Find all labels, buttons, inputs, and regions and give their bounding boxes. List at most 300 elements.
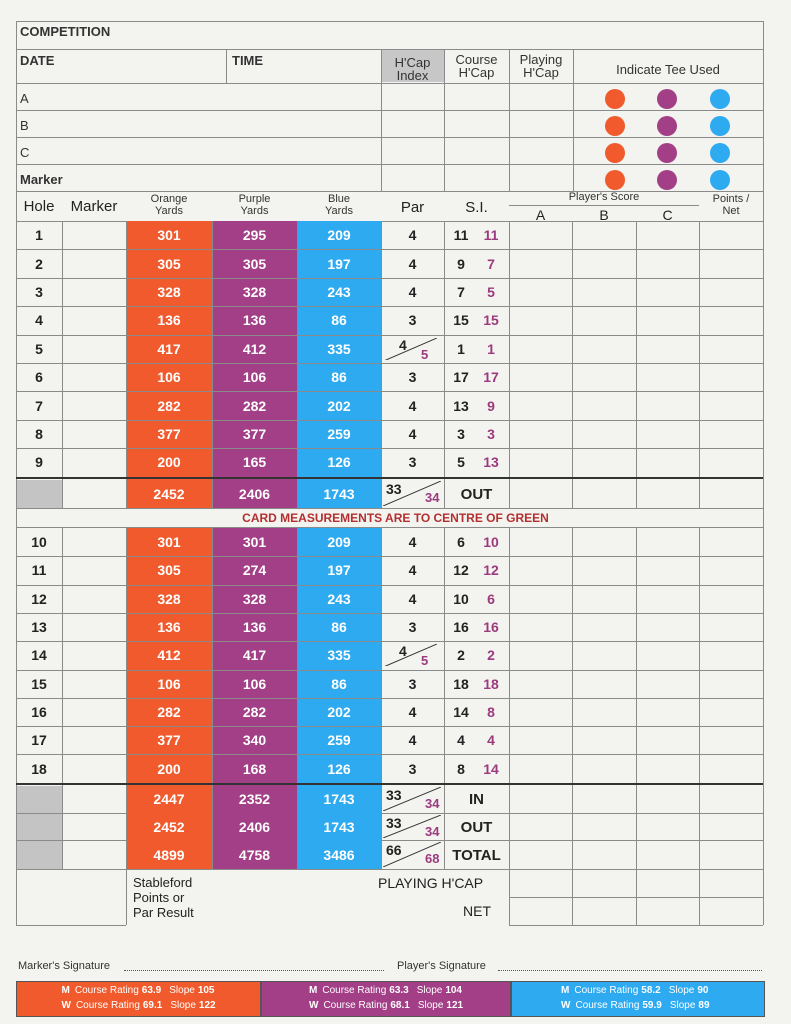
player-score-cell[interactable] <box>573 364 635 390</box>
net-footer-label: NET <box>463 903 491 919</box>
stroke-index-value: 14 <box>453 703 469 720</box>
points-net-cell[interactable] <box>700 222 762 248</box>
slope-value: 122 <box>198 1000 216 1011</box>
player-score-cell[interactable] <box>510 421 571 447</box>
purple-total-value: 2406 <box>238 485 271 502</box>
grid-line <box>16 448 763 449</box>
player-score-cell[interactable] <box>510 614 571 640</box>
points-net-cell[interactable] <box>700 727 762 753</box>
stroke-index-women-value: 18 <box>483 675 499 692</box>
grid-line <box>126 869 127 925</box>
points-net-cell[interactable] <box>700 250 762 276</box>
stroke-index-women-value: 3 <box>487 426 495 442</box>
course-hcap-label: Course <box>455 52 498 67</box>
grid-line <box>297 479 298 508</box>
par-total-value: 33 <box>386 787 402 803</box>
stroke-index-value: 2 <box>457 647 465 664</box>
marker-score-cell[interactable] <box>63 336 125 362</box>
stableford-label: Points or <box>133 890 185 905</box>
grid-line <box>509 840 510 869</box>
marker-score-cell[interactable] <box>63 364 125 390</box>
orange-yards-value: 305 <box>157 255 181 272</box>
purple-yards-value: 282 <box>242 703 267 720</box>
playing-hcap-label: H'Cap <box>523 65 559 80</box>
hcap-index-label: Index <box>396 68 429 83</box>
orange-tee-dot[interactable] <box>605 143 625 163</box>
grid-line <box>509 528 510 783</box>
player-score-cell[interactable] <box>510 250 571 276</box>
orange-yards-value: 328 <box>157 284 181 300</box>
purple-yards-value: 168 <box>242 760 267 777</box>
blue-yards-value: 197 <box>327 562 351 579</box>
par-value: 3 <box>408 619 417 636</box>
grid-line <box>381 840 382 869</box>
player-signature-label: Player's Signature <box>397 960 486 972</box>
purple-yards-value: 136 <box>242 619 267 636</box>
grid-line <box>16 670 763 671</box>
par-value: 4 <box>408 732 417 749</box>
stroke-index-women-value: 7 <box>487 255 495 272</box>
course-rating-value: 59.9 <box>642 1000 662 1011</box>
stroke-index-value: 9 <box>457 255 465 272</box>
player-score-cell[interactable] <box>510 586 571 612</box>
points-net-cell[interactable] <box>700 557 762 583</box>
gender-label: M <box>309 985 318 996</box>
grid-line <box>126 479 127 508</box>
hole-number: 10 <box>31 534 47 551</box>
points-net-cell[interactable] <box>700 336 762 362</box>
points-net-cell[interactable] <box>700 614 762 640</box>
points-net-cell[interactable] <box>700 586 762 612</box>
blue-yards-value: 259 <box>327 426 351 442</box>
blue-yards-value: 259 <box>327 732 351 749</box>
marker-score-cell[interactable] <box>63 642 125 668</box>
score-a-header: A <box>535 207 546 223</box>
orange-total-value: 2452 <box>153 818 185 835</box>
par-split-divider <box>385 338 437 360</box>
stroke-index-women-value: 15 <box>483 312 499 329</box>
player-row-label-4: Marker <box>20 172 63 187</box>
blue-yards-value: 126 <box>327 760 351 777</box>
gender-label: W <box>309 1000 319 1011</box>
hcap-index-label: H'Cap <box>394 55 431 70</box>
player-score-cell[interactable] <box>573 642 635 668</box>
grid-line <box>16 556 763 557</box>
grid-line <box>444 221 445 477</box>
grid-line <box>572 813 573 840</box>
par-value: 4 <box>408 562 417 579</box>
marker-score-cell[interactable] <box>63 557 125 583</box>
grid-line <box>16 363 763 364</box>
total-label: TOTAL <box>452 846 501 864</box>
stroke-index-women-value: 5 <box>487 284 495 300</box>
course-rating-label: Course Rating <box>575 1000 640 1011</box>
par-total-women-value: 34 <box>425 824 440 839</box>
purple-yards-value: 106 <box>242 369 267 386</box>
gender-label: W <box>561 1000 571 1011</box>
points-net-cell[interactable] <box>700 449 762 475</box>
blue-yards-header: Yards <box>325 205 353 217</box>
purple-yards-value: 417 <box>242 647 267 664</box>
purple-yards-value: 295 <box>242 227 267 244</box>
grid-line <box>509 925 763 926</box>
orange-tee-dot[interactable] <box>605 116 625 136</box>
points-net-cell[interactable] <box>700 642 762 668</box>
stroke-index-value: 5 <box>457 454 465 471</box>
purple-yards-value: 328 <box>242 590 267 607</box>
hole-number: 3 <box>35 284 43 300</box>
hole-number: 5 <box>35 340 43 357</box>
player-score-cell[interactable] <box>637 222 698 248</box>
marker-score-cell[interactable] <box>63 614 125 640</box>
purple-total-value: 2406 <box>238 818 271 835</box>
par-value: 4 <box>408 255 417 272</box>
grid-line <box>126 840 127 869</box>
grid-line <box>381 785 382 813</box>
purple-yards-value: 412 <box>242 340 267 357</box>
grid-line <box>16 420 763 421</box>
grid-line <box>126 813 127 840</box>
points-net-cell[interactable] <box>700 279 762 305</box>
points-net-cell[interactable] <box>700 671 762 697</box>
course-rating-value: 58.2 <box>641 985 661 996</box>
purple-tee-dot[interactable] <box>657 170 677 190</box>
slope-label: Slope <box>669 1000 696 1011</box>
hole-number: 2 <box>35 255 43 272</box>
hole-column-header: Hole <box>23 198 55 215</box>
grid-line <box>381 221 382 477</box>
orange-yards-value: 106 <box>157 675 181 692</box>
player-score-cell[interactable] <box>510 307 571 333</box>
blue-yards-value: 86 <box>331 312 347 329</box>
grid-line <box>636 840 637 869</box>
points-net-header: Net <box>722 205 740 217</box>
player-score-cell[interactable] <box>573 586 635 612</box>
grid-line <box>297 840 298 869</box>
grid-line <box>212 785 213 813</box>
player-score-cell[interactable] <box>573 529 635 555</box>
par-value: 3 <box>408 312 417 329</box>
player-score-cell[interactable] <box>573 614 635 640</box>
player-score-cell[interactable] <box>637 586 698 612</box>
purple-yards-value: 274 <box>242 562 267 579</box>
total-row-shade <box>17 480 62 508</box>
grid-line <box>297 221 298 477</box>
orange-tee-dot[interactable] <box>605 89 625 109</box>
total-row-shade <box>17 841 62 869</box>
points-net-cell[interactable] <box>700 529 762 555</box>
hole-number: 14 <box>31 647 47 664</box>
player-score-cell[interactable] <box>510 279 571 305</box>
par-value-women: 5 <box>421 653 429 669</box>
stroke-index-women-value: 13 <box>483 454 499 471</box>
course-rating-value: 69.1 <box>142 1000 163 1011</box>
points-net-cell[interactable] <box>700 307 762 333</box>
player-score-cell[interactable] <box>573 449 635 475</box>
grid-line <box>212 221 213 477</box>
player-score-cell[interactable] <box>510 449 571 475</box>
player-score-cell[interactable] <box>510 364 571 390</box>
player-signature-line[interactable] <box>498 970 762 971</box>
marker-score-cell[interactable] <box>63 222 125 248</box>
grid-line <box>699 785 700 813</box>
player-score-cell[interactable] <box>510 392 571 418</box>
player-score-cell[interactable] <box>573 755 635 781</box>
player-score-cell[interactable] <box>510 671 571 697</box>
player-score-cell[interactable] <box>510 557 571 583</box>
stroke-index-women-value: 10 <box>483 534 499 551</box>
purple-yards-value: 301 <box>242 534 267 551</box>
players-score-header: Player's Score <box>568 191 640 203</box>
grid-line <box>62 479 63 508</box>
grid-line <box>16 278 763 279</box>
player-score-cell[interactable] <box>573 250 635 276</box>
orange-yards-value: 377 <box>157 426 181 442</box>
stroke-index-women-value: 11 <box>483 227 499 244</box>
points-net-cell[interactable] <box>700 699 762 725</box>
hole-number: 17 <box>31 732 47 749</box>
player-score-cell[interactable] <box>637 364 698 390</box>
orange-course-rating-box <box>16 981 261 1017</box>
player-score-cell[interactable] <box>637 421 698 447</box>
par-total-women-value: 68 <box>425 851 440 866</box>
grid-line <box>572 528 573 783</box>
marker-score-cell[interactable] <box>63 755 125 781</box>
gender-label: M <box>561 985 570 996</box>
player-score-cell[interactable] <box>637 727 698 753</box>
blue-total-value: 1743 <box>323 818 355 835</box>
hole-number: 12 <box>31 590 47 607</box>
player-score-cell[interactable] <box>637 699 698 725</box>
date-label: DATE <box>20 53 55 68</box>
player-score-cell[interactable] <box>510 699 571 725</box>
purple-tee-dot[interactable] <box>657 116 677 136</box>
grid-line <box>572 785 573 813</box>
purple-yards-value: 136 <box>242 312 267 329</box>
player-score-cell[interactable] <box>637 392 698 418</box>
hole-number: 15 <box>31 675 47 692</box>
grid-line <box>16 585 763 586</box>
par-value-women: 5 <box>421 346 429 362</box>
grid-line <box>16 391 763 392</box>
slope-label: Slope <box>417 1000 444 1011</box>
player-score-cell[interactable] <box>637 449 698 475</box>
player-score-cell[interactable] <box>510 642 571 668</box>
grid-line <box>16 925 126 926</box>
grid-line <box>509 221 510 477</box>
marker-score-cell[interactable] <box>63 250 125 276</box>
blue-tee-dot[interactable] <box>710 116 730 136</box>
course-rating-label: Course Rating <box>75 1000 140 1011</box>
grid-line <box>509 785 510 813</box>
player-score-cell[interactable] <box>637 755 698 781</box>
gender-label: W <box>61 1000 71 1011</box>
blue-tee-dot[interactable] <box>710 170 730 190</box>
player-score-cell[interactable] <box>573 699 635 725</box>
blue-tee-dot[interactable] <box>710 89 730 109</box>
player-score-cell[interactable] <box>637 671 698 697</box>
player-score-cell[interactable] <box>573 671 635 697</box>
player-score-cell[interactable] <box>637 250 698 276</box>
par-total-women-value: 34 <box>425 490 440 505</box>
par-column-header: Par <box>400 199 425 216</box>
orange-tee-dot[interactable] <box>605 170 625 190</box>
par-value: 3 <box>408 454 417 471</box>
grid-line <box>699 813 700 840</box>
par-split-divider <box>385 644 437 669</box>
marker-score-cell[interactable] <box>63 392 125 418</box>
blue-tee-dot[interactable] <box>710 143 730 163</box>
par-total-value: 33 <box>386 815 402 831</box>
stroke-index-value: 17 <box>453 369 469 386</box>
slope-value: 105 <box>197 985 215 996</box>
stroke-index-women-value: 4 <box>487 732 495 749</box>
player-row-label-3: C <box>20 145 30 160</box>
player-score-cell[interactable] <box>637 279 698 305</box>
stroke-index-value: 12 <box>453 562 469 579</box>
total-row-shade <box>17 814 62 840</box>
grid-line <box>212 840 213 869</box>
stroke-index-women-value: 9 <box>487 397 495 414</box>
player-score-cell[interactable] <box>573 222 635 248</box>
par-value: 4 <box>408 426 417 442</box>
points-net-cell[interactable] <box>700 755 762 781</box>
grid-line <box>16 21 763 22</box>
slope-label: Slope <box>169 985 195 996</box>
grid-line <box>16 869 763 870</box>
card-notice: CARD MEASUREMENTS ARE TO CENTRE OF GREEN <box>242 511 549 525</box>
par-value: 4 <box>399 643 407 660</box>
player-score-cell[interactable] <box>510 222 571 248</box>
player-score-cell[interactable] <box>573 307 635 333</box>
orange-yards-value: 200 <box>157 760 181 777</box>
blue-yards-value: 335 <box>327 647 351 664</box>
marker-score-cell[interactable] <box>63 307 125 333</box>
grid-line <box>212 479 213 508</box>
grid-line <box>16 698 763 699</box>
grid-line <box>572 840 573 869</box>
par-value: 4 <box>408 284 417 300</box>
orange-yards-value: 282 <box>157 703 181 720</box>
stableford-entry-cell[interactable] <box>17 870 125 924</box>
blue-yards-value: 209 <box>327 227 351 244</box>
stroke-index-value: 16 <box>453 619 469 636</box>
marker-score-cell[interactable] <box>63 727 125 753</box>
par-total-value: 33 <box>386 481 402 497</box>
player-score-cell[interactable] <box>637 557 698 583</box>
player-score-cell[interactable] <box>510 336 571 362</box>
player-score-cell[interactable] <box>510 727 571 753</box>
orange-total-value: 2452 <box>153 485 185 502</box>
grid-line <box>699 840 700 869</box>
player-score-cell[interactable] <box>637 642 698 668</box>
stableford-label: Stableford <box>133 875 193 890</box>
orange-yards-value: 106 <box>157 369 181 386</box>
marker-signature-line[interactable] <box>124 970 384 971</box>
course-rating-value: 63.9 <box>141 985 162 996</box>
grid-line <box>509 813 510 840</box>
points-net-header: Points / <box>712 193 750 205</box>
player-score-cell[interactable] <box>510 529 571 555</box>
marker-score-cell[interactable] <box>63 586 125 612</box>
player-row-label-2: B <box>20 118 29 133</box>
marker-score-cell[interactable] <box>63 529 125 555</box>
blue-yards-value: 243 <box>327 590 351 607</box>
stroke-index-women-value: 6 <box>487 590 495 607</box>
player-score-cell[interactable] <box>573 421 635 447</box>
slope-value: 90 <box>697 985 709 996</box>
orange-yards-value: 301 <box>157 227 181 244</box>
purple-yards-value: 377 <box>242 426 267 442</box>
blue-yards-value: 86 <box>331 619 347 636</box>
hole-number: 1 <box>35 227 43 244</box>
time-label: TIME <box>232 53 264 68</box>
stroke-index-value: 6 <box>457 534 465 551</box>
player-score-cell[interactable] <box>573 336 635 362</box>
marker-score-cell[interactable] <box>63 279 125 305</box>
blue-yards-value: 197 <box>327 255 351 272</box>
grid-line <box>62 785 63 813</box>
purple-total-value: 2352 <box>238 791 271 807</box>
marker-signature-label: Marker's Signature <box>18 960 110 972</box>
total-label: OUT <box>460 485 493 503</box>
grid-line <box>62 528 63 783</box>
grid-line <box>509 479 510 508</box>
grid-line <box>212 528 213 783</box>
player-score-cell[interactable] <box>510 755 571 781</box>
points-net-cell[interactable] <box>700 364 762 390</box>
grid-line <box>16 83 763 84</box>
player-score-cell[interactable] <box>637 614 698 640</box>
grid-line <box>699 528 700 783</box>
purple-yards-value: 328 <box>242 284 267 300</box>
player-score-cell[interactable] <box>573 279 635 305</box>
par-value: 3 <box>408 369 417 386</box>
purple-m-rating-row <box>309 985 462 996</box>
blue-yards-value: 202 <box>327 397 351 414</box>
marker-score-cell[interactable] <box>63 671 125 697</box>
purple-tee-dot[interactable] <box>657 89 677 109</box>
purple-course-rating-box <box>261 981 511 1017</box>
points-net-cell[interactable] <box>700 421 762 447</box>
purple-yards-value: 282 <box>242 397 267 414</box>
player-score-cell[interactable] <box>573 727 635 753</box>
marker-score-cell[interactable] <box>63 449 125 475</box>
slope-value: 89 <box>698 1000 710 1011</box>
par-value: 3 <box>408 760 417 777</box>
course-rating-value: 68.1 <box>390 1000 410 1011</box>
blue-yards-value: 202 <box>327 703 351 720</box>
stroke-index-women-value: 2 <box>487 647 495 664</box>
points-net-cell[interactable] <box>700 392 762 418</box>
grid-line <box>16 137 763 138</box>
player-score-cell[interactable] <box>573 392 635 418</box>
player-score-cell[interactable] <box>573 557 635 583</box>
si-column-header: S.I. <box>465 199 488 216</box>
player-score-cell[interactable] <box>637 529 698 555</box>
marker-score-cell[interactable] <box>63 699 125 725</box>
par-value: 4 <box>408 590 417 607</box>
grid-line <box>126 221 127 477</box>
grid-line <box>699 221 700 477</box>
marker-score-cell[interactable] <box>63 421 125 447</box>
grid-line <box>699 479 700 508</box>
player-score-cell[interactable] <box>637 307 698 333</box>
player-score-cell[interactable] <box>637 336 698 362</box>
purple-tee-dot[interactable] <box>657 143 677 163</box>
blue-yards-value: 86 <box>331 369 347 386</box>
score-c-header: C <box>662 207 673 223</box>
